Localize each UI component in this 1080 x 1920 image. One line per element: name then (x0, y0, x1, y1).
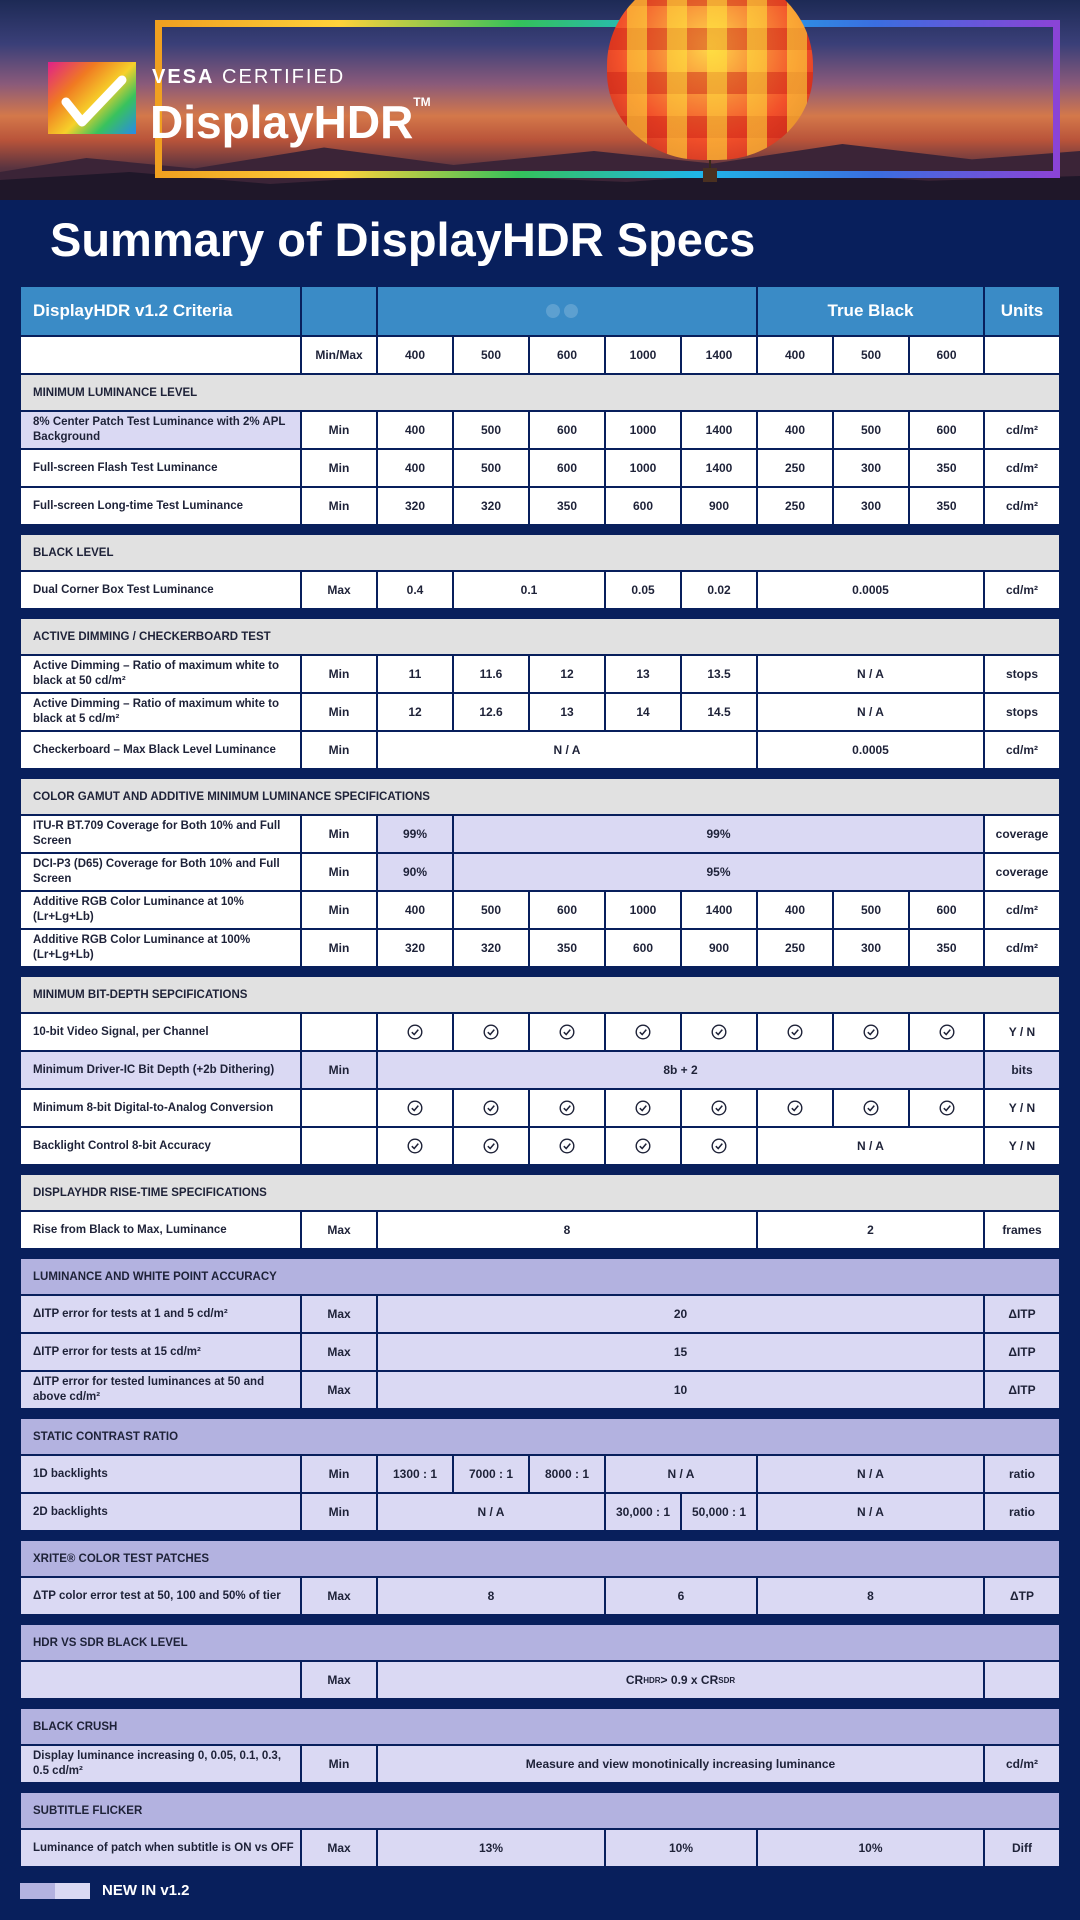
check-cell (606, 1090, 680, 1126)
minmax-cell: Max (302, 1662, 376, 1698)
checkmark-circle-icon (559, 1138, 575, 1154)
unit-cell: ratio (985, 1494, 1059, 1530)
check-cell (834, 1090, 908, 1126)
check-cell (606, 1014, 680, 1050)
displayhdr-logo-text: DisplayHDR™ (150, 95, 431, 148)
check-cell (834, 1014, 908, 1050)
tier-level: 400 (378, 337, 452, 373)
value-cell: 600 (530, 450, 604, 486)
value-cell: 400 (378, 450, 452, 486)
check-cell (606, 1128, 680, 1164)
row-label: 2D backlights (21, 1494, 300, 1530)
checkmark-circle-icon (635, 1138, 651, 1154)
table-row (20, 1127, 1060, 1165)
cr-subscript: HDR (643, 1675, 661, 1685)
check-cell (378, 1128, 452, 1164)
checkmark-circle-icon (863, 1100, 879, 1116)
minmax-cell: Max (302, 572, 376, 608)
page-title: Summary of DisplayHDR Specs (50, 213, 756, 266)
unit-cell: Y / N (985, 1128, 1059, 1164)
row-label: ΔITP error for tests at 15 cd/m² (21, 1334, 300, 1370)
value-cell: 0.4 (378, 572, 452, 608)
section-divider (20, 609, 1060, 618)
value-cell: 320 (454, 488, 528, 524)
unit-cell: Diff (985, 1830, 1059, 1866)
value-cell: 900 (682, 488, 756, 524)
checkmark-circle-icon (407, 1138, 423, 1154)
value-cell: 12 (378, 694, 452, 730)
specs-table (20, 286, 1060, 1867)
minmax-cell: Min (302, 732, 376, 768)
section-divider (20, 1783, 1060, 1792)
section-divider (20, 1409, 1060, 1418)
section-header (20, 1624, 1060, 1661)
row-label: Full-screen Long-time Test Luminance (21, 488, 300, 524)
tier-level: 400 (758, 337, 832, 373)
value-cell: 400 (378, 892, 452, 928)
value-cell: 600 (910, 412, 983, 448)
value-cell: 300 (834, 450, 908, 486)
value-cell: 8 (758, 1578, 983, 1614)
table-row (20, 1013, 1060, 1051)
section-divider (20, 1615, 1060, 1624)
value-cell: N / A (758, 694, 983, 730)
value-cell: 400 (758, 412, 832, 448)
section-header (20, 1174, 1060, 1211)
tier-level: 600 (530, 337, 604, 373)
value-cell (378, 1662, 983, 1698)
value-cell: 99% (378, 816, 452, 852)
checkmark-circle-icon (483, 1100, 499, 1116)
checkmark-circle-icon (863, 1024, 879, 1040)
section-divider (20, 1699, 1060, 1708)
section-title: COLOR GAMUT AND ADDITIVE MINIMUM LUMINANCE SPECIFICATIONS (21, 779, 1059, 814)
checkmark-circle-icon (787, 1100, 803, 1116)
value-cell: 8b + 2 (378, 1052, 983, 1088)
value-cell: Measure and view monotinically increasing luminance (378, 1746, 983, 1782)
row-label: Checkerboard – Max Black Level Luminance (21, 732, 300, 768)
row-label: DCI-P3 (D65) Coverage for Both 10% and Full Screen (21, 854, 300, 890)
row-label: ΔITP error for tests at 1 and 5 cd/m² (21, 1296, 300, 1332)
minmax-cell: Min (302, 694, 376, 730)
section-title: MINIMUM BIT-DEPTH SEPCIFICATIONS (21, 977, 1059, 1012)
value-cell: 10% (606, 1830, 756, 1866)
row-label: Additive RGB Color Luminance at 100% (Lr+Lg+Lb) (21, 930, 300, 966)
value-cell: N / A (758, 1456, 983, 1492)
criteria-header: DisplayHDR v1.2 Criteria (21, 287, 300, 335)
value-cell: 600 (606, 488, 680, 524)
checkmark-circle-icon (559, 1100, 575, 1116)
value-cell: 350 (530, 488, 604, 524)
tier-blank (985, 337, 1059, 373)
value-cell: 900 (682, 930, 756, 966)
section-title: MINIMUM LUMINANCE LEVEL (21, 375, 1059, 410)
unit-cell: Y / N (985, 1014, 1059, 1050)
value-cell: 6 (606, 1578, 756, 1614)
value-cell: 500 (834, 892, 908, 928)
minmax-cell: Min (302, 930, 376, 966)
section-divider (20, 1165, 1060, 1174)
minmax-header: Min/Max (302, 337, 376, 373)
table-row (20, 1829, 1060, 1867)
checkmark-circle-icon (483, 1024, 499, 1040)
value-cell: 14.5 (682, 694, 756, 730)
value-cell: 50,000 : 1 (682, 1494, 756, 1530)
section-title: XRITE® COLOR TEST PATCHES (21, 1541, 1059, 1576)
check-cell (758, 1090, 832, 1126)
check-cell (454, 1090, 528, 1126)
table-row (20, 693, 1060, 731)
check-cell (454, 1014, 528, 1050)
table-row (20, 1661, 1060, 1699)
value-cell: 0.0005 (758, 572, 983, 608)
value-cell: 14 (606, 694, 680, 730)
check-cell (682, 1128, 756, 1164)
section-divider (20, 967, 1060, 976)
unit-cell: cd/m² (985, 732, 1059, 768)
tier-level: 600 (910, 337, 983, 373)
value-cell: 13.5 (682, 656, 756, 692)
minmax-cell: Min (302, 450, 376, 486)
value-cell: N / A (378, 732, 756, 768)
minmax-cell: Min (302, 1746, 376, 1782)
checkmark-circle-icon (787, 1024, 803, 1040)
value-cell: 320 (378, 488, 452, 524)
unit-cell: coverage (985, 854, 1059, 890)
value-cell: 13% (378, 1830, 604, 1866)
unit-cell: ratio (985, 1456, 1059, 1492)
table-row (20, 1089, 1060, 1127)
section-header (20, 1708, 1060, 1745)
section-title: ACTIVE DIMMING / CHECKERBOARD TEST (21, 619, 1059, 654)
value-cell: N / A (606, 1456, 756, 1492)
value-cell: N / A (378, 1494, 604, 1530)
table-row (20, 1333, 1060, 1371)
tier-blank (21, 337, 300, 373)
table-row (20, 411, 1060, 449)
value-cell: 1400 (682, 412, 756, 448)
row-label: Dual Corner Box Test Luminance (21, 572, 300, 608)
balloon-basket (703, 168, 717, 182)
minmax-cell: Max (302, 1296, 376, 1332)
value-cell: 12 (530, 656, 604, 692)
tier-level: 1400 (682, 337, 756, 373)
true-black-header: True Black (758, 287, 983, 335)
section-header (20, 618, 1060, 655)
minmax-cell: Min (302, 1494, 376, 1530)
value-cell: 500 (834, 412, 908, 448)
hot-air-balloon-image (607, 0, 813, 160)
table-row (20, 487, 1060, 525)
table-row (20, 449, 1060, 487)
row-label: Active Dimming – Ratio of maximum white to black at 5 cd/m² (21, 694, 300, 730)
value-cell: N / A (758, 1494, 983, 1530)
row-label (21, 1662, 300, 1698)
value-cell: 350 (910, 488, 983, 524)
value-cell: 90% (378, 854, 452, 890)
value-cell: 400 (378, 412, 452, 448)
value-cell: 300 (834, 930, 908, 966)
value-cell: 0.0005 (758, 732, 983, 768)
minmax-cell: Min (302, 854, 376, 890)
section-title: HDR VS SDR BLACK LEVEL (21, 1625, 1059, 1660)
value-cell: N / A (758, 1128, 983, 1164)
check-cell (758, 1014, 832, 1050)
checkmark-circle-icon (635, 1100, 651, 1116)
value-cell: 1000 (606, 412, 680, 448)
value-cell: 13 (606, 656, 680, 692)
legend-swatch (20, 1883, 90, 1899)
units-header: Units (985, 287, 1059, 335)
value-cell: 600 (530, 892, 604, 928)
legend-text: NEW IN v1.2 (102, 1882, 190, 1899)
section-header (20, 1792, 1060, 1829)
table-row (20, 1493, 1060, 1531)
check-cell (378, 1014, 452, 1050)
section-title: LUMINANCE AND WHITE POINT ACCURACY (21, 1259, 1059, 1294)
tier-level: 500 (454, 337, 528, 373)
header-watermark (378, 287, 756, 335)
section-title: SUBTITLE FLICKER (21, 1793, 1059, 1828)
value-cell: 11 (378, 656, 452, 692)
section-divider (20, 1531, 1060, 1540)
section-title: BLACK LEVEL (21, 535, 1059, 570)
value-cell: 600 (530, 412, 604, 448)
value-cell: 1400 (682, 450, 756, 486)
section-header (20, 976, 1060, 1013)
row-label: Minimum 8-bit Digital-to-Analog Conversion (21, 1090, 300, 1126)
section-divider (20, 769, 1060, 778)
section-divider (20, 1249, 1060, 1258)
value-cell: 320 (378, 930, 452, 966)
tier-level: 1000 (606, 337, 680, 373)
row-label: ΔITP error for tested luminances at 50 and above cd/m² (21, 1372, 300, 1408)
row-label: Backlight Control 8-bit Accuracy (21, 1128, 300, 1164)
header-blank (302, 287, 376, 335)
value-cell: 600 (606, 930, 680, 966)
row-label: Active Dimming – Ratio of maximum white to black at 50 cd/m² (21, 656, 300, 692)
banner (0, 0, 1080, 200)
table-header-row (20, 286, 1060, 336)
row-label: Additive RGB Color Luminance at 10% (Lr+Lg+Lb) (21, 892, 300, 928)
minmax-cell (302, 1090, 376, 1126)
value-cell: 500 (454, 450, 528, 486)
checkmark-circle-icon (635, 1024, 651, 1040)
tier-level: 500 (834, 337, 908, 373)
check-cell (530, 1090, 604, 1126)
unit-cell: ΔITP (985, 1372, 1059, 1408)
section-header (20, 778, 1060, 815)
section-header (20, 1418, 1060, 1455)
table-row (20, 1211, 1060, 1249)
cr-subscript: SDR (718, 1675, 736, 1685)
row-label: ITU-R BT.709 Coverage for Both 10% and Full Screen (21, 816, 300, 852)
cr-text: > 0.9 x CR (660, 1673, 719, 1687)
cr-text: CR (625, 1673, 644, 1687)
table-row (20, 1295, 1060, 1333)
value-cell: 0.02 (682, 572, 756, 608)
unit-cell: cd/m² (985, 450, 1059, 486)
section-header (20, 1540, 1060, 1577)
unit-cell: ΔITP (985, 1334, 1059, 1370)
minmax-cell: Max (302, 1212, 376, 1248)
checkmark-circle-icon (939, 1024, 955, 1040)
value-cell: 350 (530, 930, 604, 966)
minmax-cell: Max (302, 1334, 376, 1370)
table-row (20, 731, 1060, 769)
unit-cell: cd/m² (985, 930, 1059, 966)
value-cell: 13 (530, 694, 604, 730)
check-cell (378, 1090, 452, 1126)
value-cell: 250 (758, 450, 832, 486)
value-cell: 7000 : 1 (454, 1456, 528, 1492)
value-cell: 12.6 (454, 694, 528, 730)
row-label: 10-bit Video Signal, per Channel (21, 1014, 300, 1050)
value-cell: 350 (910, 930, 983, 966)
row-label: 1D backlights (21, 1456, 300, 1492)
value-cell: 30,000 : 1 (606, 1494, 680, 1530)
check-cell (910, 1014, 983, 1050)
check-cell (910, 1090, 983, 1126)
row-label: Full-screen Flash Test Luminance (21, 450, 300, 486)
minmax-cell: Min (302, 892, 376, 928)
section-title: STATIC CONTRAST RATIO (21, 1419, 1059, 1454)
watermark-icon (537, 301, 597, 321)
checkmark-circle-icon (939, 1100, 955, 1116)
minmax-cell: Min (302, 412, 376, 448)
checkmark-circle-icon (407, 1024, 423, 1040)
value-cell: 350 (910, 450, 983, 486)
value-cell: 320 (454, 930, 528, 966)
unit-cell: frames (985, 1212, 1059, 1248)
minmax-cell: Min (302, 1052, 376, 1088)
row-label: 8% Center Patch Test Luminance with 2% APL Background (21, 412, 300, 448)
section-header (20, 374, 1060, 411)
minmax-cell: Max (302, 1578, 376, 1614)
checkmark-circle-icon (407, 1100, 423, 1116)
check-cell (682, 1090, 756, 1126)
table-row (20, 1745, 1060, 1783)
unit-cell: cd/m² (985, 1746, 1059, 1782)
value-cell: 99% (454, 816, 983, 852)
minmax-cell: Min (302, 656, 376, 692)
checkmark-circle-icon (711, 1024, 727, 1040)
row-label: Rise from Black to Max, Luminance (21, 1212, 300, 1248)
value-cell: 500 (454, 412, 528, 448)
minmax-cell (302, 1128, 376, 1164)
checkmark-circle-icon (483, 1138, 499, 1154)
section-header (20, 1258, 1060, 1295)
check-cell (454, 1128, 528, 1164)
value-cell: 400 (758, 892, 832, 928)
row-label: Minimum Driver-IC Bit Depth (+2b Dithering) (21, 1052, 300, 1088)
table-row (20, 815, 1060, 853)
tier-row (20, 336, 1060, 374)
table-row (20, 853, 1060, 891)
row-label: Display luminance increasing 0, 0.05, 0.1, 0.3, 0.5 cd/m² (21, 1746, 300, 1782)
value-cell: 300 (834, 488, 908, 524)
value-cell: 10 (378, 1372, 983, 1408)
minmax-cell: Min (302, 816, 376, 852)
checkmark-circle-icon (559, 1024, 575, 1040)
value-cell: 0.1 (454, 572, 604, 608)
unit-cell (985, 1662, 1059, 1698)
value-cell: 8000 : 1 (530, 1456, 604, 1492)
minmax-cell (302, 1014, 376, 1050)
table-row (20, 1371, 1060, 1409)
table-row (20, 929, 1060, 967)
minmax-cell: Max (302, 1372, 376, 1408)
unit-cell: ΔTP (985, 1578, 1059, 1614)
value-cell: 250 (758, 488, 832, 524)
value-cell: N / A (758, 656, 983, 692)
minmax-cell: Max (302, 1830, 376, 1866)
row-label: ΔTP color error test at 50, 100 and 50% of tier (21, 1578, 300, 1614)
table-row (20, 1455, 1060, 1493)
value-cell: 600 (910, 892, 983, 928)
unit-cell: coverage (985, 816, 1059, 852)
check-cell (530, 1014, 604, 1050)
row-label: Luminance of patch when subtitle is ON vs OFF (21, 1830, 300, 1866)
check-cell (682, 1014, 756, 1050)
value-cell: 500 (454, 892, 528, 928)
unit-cell: Y / N (985, 1090, 1059, 1126)
table-row (20, 655, 1060, 693)
unit-cell: stops (985, 694, 1059, 730)
unit-cell: cd/m² (985, 892, 1059, 928)
value-cell: 250 (758, 930, 832, 966)
value-cell: 15 (378, 1334, 983, 1370)
unit-cell: stops (985, 656, 1059, 692)
unit-cell: bits (985, 1052, 1059, 1088)
section-title: DISPLAYHDR RISE-TIME SPECIFICATIONS (21, 1175, 1059, 1210)
checkmark-logo-icon (58, 74, 128, 130)
value-cell: 1300 : 1 (378, 1456, 452, 1492)
section-header (20, 534, 1060, 571)
vesa-certified-label: VESA CERTIFIED (152, 66, 346, 88)
value-cell: 1000 (606, 892, 680, 928)
table-row (20, 571, 1060, 609)
value-cell: 8 (378, 1578, 604, 1614)
value-cell: 1000 (606, 450, 680, 486)
table-row (20, 891, 1060, 929)
unit-cell: cd/m² (985, 488, 1059, 524)
check-cell (530, 1128, 604, 1164)
value-cell: 0.05 (606, 572, 680, 608)
value-cell: 1400 (682, 892, 756, 928)
unit-cell: cd/m² (985, 572, 1059, 608)
minmax-cell: Min (302, 1456, 376, 1492)
checkmark-circle-icon (711, 1100, 727, 1116)
value-cell: 10% (758, 1830, 983, 1866)
table-row (20, 1051, 1060, 1089)
value-cell: 8 (378, 1212, 756, 1248)
unit-cell: cd/m² (985, 412, 1059, 448)
minmax-cell: Min (302, 488, 376, 524)
table-row (20, 1577, 1060, 1615)
value-cell: 95% (454, 854, 983, 890)
value-cell: 20 (378, 1296, 983, 1332)
checkmark-circle-icon (711, 1138, 727, 1154)
section-divider (20, 525, 1060, 534)
unit-cell: ΔITP (985, 1296, 1059, 1332)
value-cell: 2 (758, 1212, 983, 1248)
section-title: BLACK CRUSH (21, 1709, 1059, 1744)
value-cell: 11.6 (454, 656, 528, 692)
